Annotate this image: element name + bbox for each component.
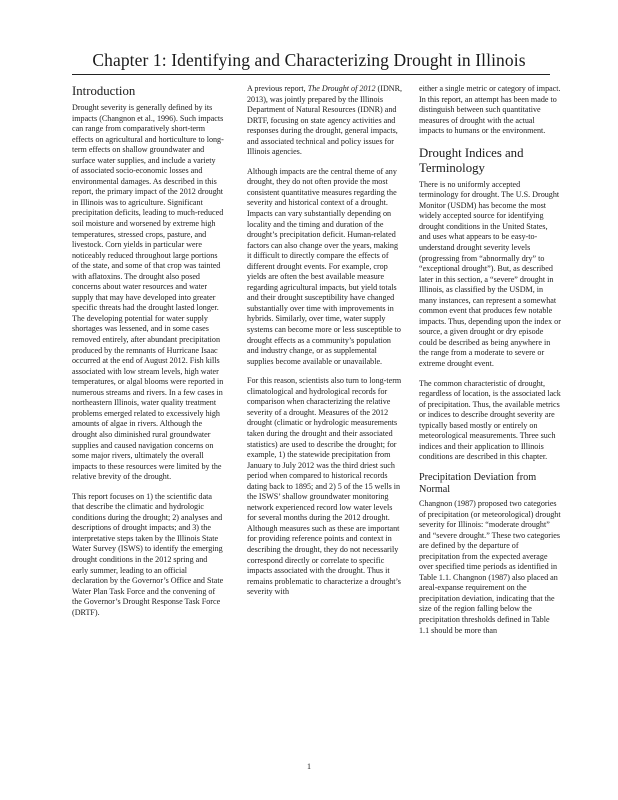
paragraph: either a single metric or category of impact. In this report, an attempt has been made to distinguish between such quantitative measures of drought with the actual impacts to humans or the environment.: [419, 84, 561, 136]
paragraph: Drought severity is generally defined by its impacts (Changnon et al., 1996). Such impacts can range from comparatively short-term effects on agricultural and horticulture to long-term effects on shallow groundwater and surface water supplies, and include a variety of associated socio-economic losses and environmental damages. As described in this report, the primary impact of the 2012 drought in Illinois was to agriculture. Significant precipitation deficits, leading to much-reduced soil moisture and worsened by extreme high temperatures, stressed crops, pasture, and livestock. Corn yields in particular were noticeably reduced throughout large portions of the state, and some of that crop was tainted with aflatoxins. The drought also posed concerns about water resources and water supply that may have developed into greater specific threats had the drought lasted longer. The developing potential for water supply shortages was lessened, and in some cases removed entirely, after abundant precipitation produced by the remnants of Hurricane Isaac occurred at the end of August 2012. Fish kills associated with low stream levels, high water temperatures, or algal blooms were reported in numerous streams and rivers. In a few cases in northeastern Illinois, water quality treatment problems emerged related to excessively high amounts of algae in rivers. Although the drought also diminished rural groundwater supplies and caused navigation concerns on some major rivers, ultimately the overall impacts to these resources were limited by the relative brevity of the drought.: [72, 103, 224, 482]
paragraph: Although impacts are the central theme of any drought, they do not often provide the most consistent quantitative measures regarding the severity and historical context of a drought. Impacts can vary substantially depending on locality and the timing and duration of the drought’s precipitation deficit. Human-related factors can also change over the years, making it difficult to directly compare the effects of different drought events. For example, crop yields are often the best available measure regarding agricultural impacts, but yield totals and their drought susceptibility have changed substantially over time with improvements in hybrids. Similarly, over time, water supply systems can become more or less susceptible to drought effects as a community’s population and industry change, or as supplemental supplies become available or unavailable.: [247, 166, 401, 366]
section-heading-introduction: Introduction: [72, 84, 136, 98]
subsection-heading-precipitation-deviation: Precipitation Deviation from Normal: [419, 471, 537, 495]
paragraph: The common characteristic of drought, regardless of location, is the associated lack of precipitation. Thus, the available metrics or indices to describe drought severity are typically based mostly or entirely on meteorological measurements. Three such indices and their application to Illinois conditions are described in this chapter.: [419, 378, 561, 462]
column-3: [419, 84, 561, 645]
paragraph: For this reason, scientists also turn to long-term climatological and hydrological records for comparison when characterizing the relative severity of a drought. Measures of the 2012 drought (climatic or hydrologic measurements taken during the drought and their associated statistics) are used to describe the drought; for example, 1) the statewide precipitation from January to July 2012 was the third driest such period when compared to historical records dating back to 1895; and 2) 5 of the 15 wells in the ISWS’ shallow groundwater monitoring network experienced record low water levels for several months during the 2012 drought. Although measures such as these are important for providing reference points and context in describing the drought, they do not necessarily correspond directly or correlate to specific impacts associated with the drought. Thus it remains problematic to characterize a drought’s severity with: [247, 376, 402, 597]
chapter-title: Chapter 1: Identifying and Characterizing Drought in Illinois: [92, 50, 526, 70]
paragraph: [247, 84, 403, 158]
page-number: 1: [307, 762, 311, 771]
text-span: A previous report,: [247, 84, 308, 93]
column-2: [247, 84, 403, 607]
paragraph: There is no uniformly accepted terminology for drought. The U.S. Drought Monitor (USDM) has become the most widely accepted source for identifying drought conditions in the United States, and uses what appears to be easy-to-understand drought severity levels (progressing from “abnormally dry” to “exceptional drought”). But, as described later in this section, a “severe” drought in Illinois, as classified by the USDM, in many instances, can represent a somewhat common event that produces few notable impacts. Thus, depending upon the index or source, a given drought or dry episode could be described as being anywhere in the range from a moderate to severe or extreme drought event.: [419, 179, 561, 369]
title-rule: [72, 74, 550, 75]
column-1: [72, 84, 224, 627]
paragraph: This report focuses on 1) the scientific data that describe the climatic and hydrologic conditions during the drought; 2) analyses and descriptions of drought impacts; and 3) the interpretative steps taken by the Illinois State Water Survey (ISWS) to identify the emerging drought conditions in the 2012 spring and early summer, leading to an official declaration by the Governor’s Office and State Water Plan Task Force and the convening of the Governor’s Drought Response Task Force (DRTF).: [72, 491, 224, 617]
report-title-italic: The Drought of 2012: [307, 84, 376, 93]
paragraph: Changnon (1987) proposed two categories of precipitation (or meteorological) drought severity for Illinois: “moderate drought” and “severe drought.” These two categories are defined by the departure of precipitation from the expected average over specified time periods as identified in Table 1.1. Changnon (1987) also placed an areal-expanse requirement on the precipitation deviation, indicating that the size of the region falling below the precipitation thresholds defined in Table 1.1 should be more than: [419, 498, 561, 635]
text-span: (IDNR, 2013), was jointly prepared by the Illinois Department of Natural Resources (IDNR) and DRTF, focusing on state agency activities and responses during the drought, general impacts, and associated technical and policy issues for Illinois agencies.: [247, 84, 403, 157]
section-heading-drought-indices: Drought Indices and Terminology: [419, 145, 524, 175]
